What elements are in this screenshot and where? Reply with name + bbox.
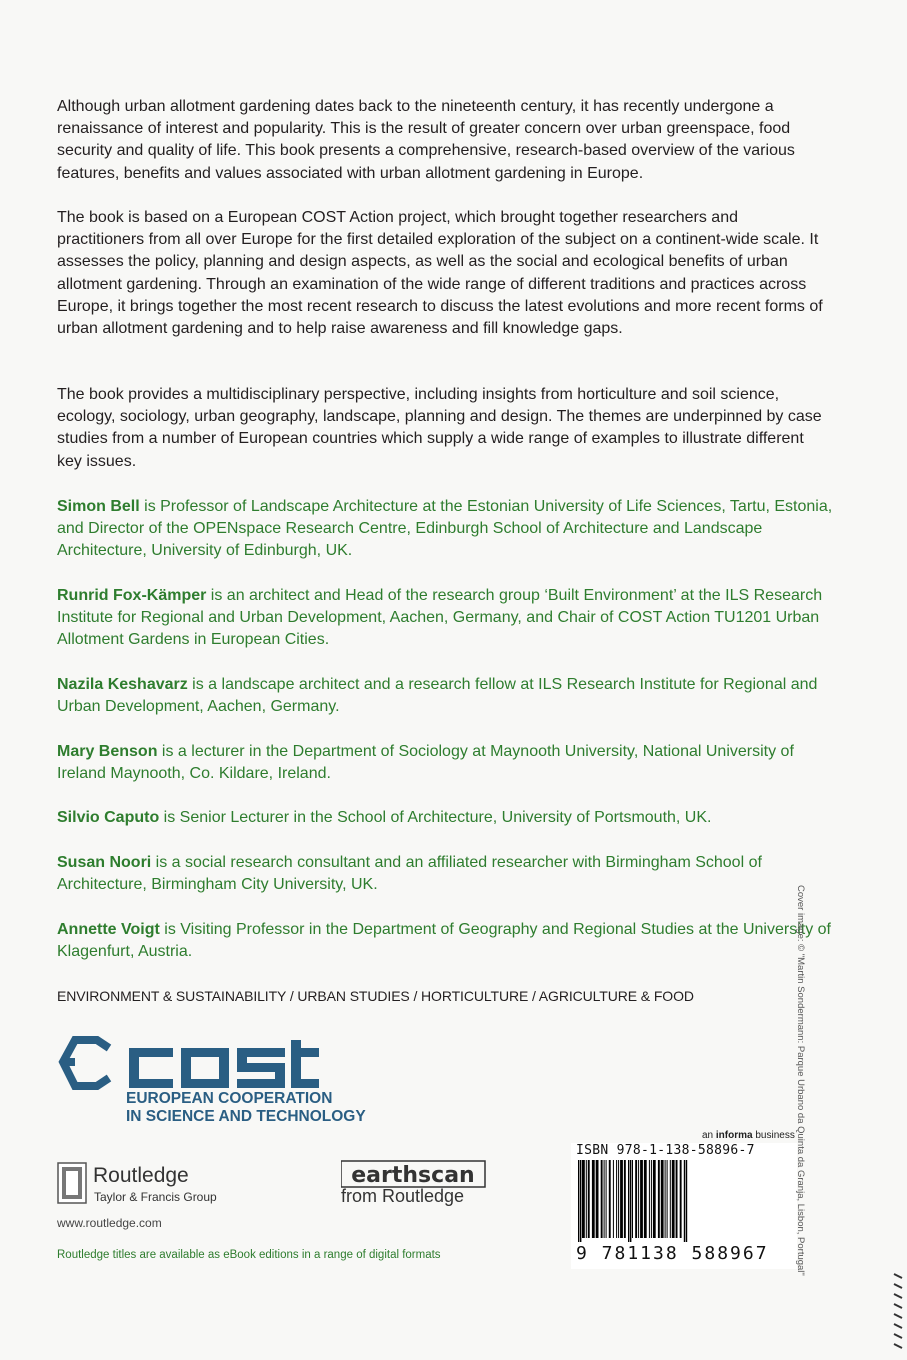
author-bio-3 — [57, 674, 847, 718]
routledge-url[interactable]: www.routledge.com — [57, 1216, 162, 1230]
author-name: Nazila Keshavarz — [57, 676, 188, 693]
author-name: Mary Benson — [57, 743, 158, 760]
author-bio-5 — [57, 807, 847, 829]
author-description: is an architect and Head of the research group ‘Built Environment’ at the ILS Research Institute for Regional and Urban Development, Aachen, Germany, and Chair of COST Action TU1201 Urban Allotment Gardens in European Cities. — [57, 587, 823, 649]
cost-logo — [57, 1034, 327, 1096]
author-bio-4 — [57, 741, 847, 785]
informa-business: an informa business — [702, 1130, 795, 1141]
barcode-digits: 9 781138 588967 — [576, 1243, 769, 1264]
author-description: is Visiting Professor in the Department of Geography and Regional Studies at the University of Klagenfurt, Austria. — [57, 921, 831, 961]
author-description: is Senior Lecturer in the School of Architecture, University of Portsmouth, UK. — [159, 809, 712, 826]
barcode — [576, 1160, 792, 1242]
author-description: is a lecturer in the Department of Sociology at Maynooth University, National University of Ireland Maynooth, Co. Kildare, Ireland. — [57, 743, 794, 783]
earthscan-logo — [341, 1160, 487, 1188]
routledge-name: Routledge — [93, 1164, 189, 1187]
cost-tagline-line-2: IN SCIENCE AND TECHNOLOGY — [126, 1108, 366, 1125]
isbn-label: ISBN 978-1-138-58896-7 — [576, 1143, 755, 1158]
edge-marks — [892, 1270, 904, 1360]
blurb-paragraph-1: Although urban allotment gardening dates back to the nineteenth century, it has recently undergone a renaissance of interest and popularity. This is the result of greater concern over urban greenspace, food security and quality of life. This book presents a comprehensive, research-based overview of the various features, benefits and values associated with urban allotment gardening in Europe. — [57, 98, 795, 182]
author-name: Annette Voigt — [57, 921, 160, 938]
author-name: Runrid Fox-Kämper — [57, 587, 207, 604]
earthscan-from-routledge: from Routledge — [341, 1186, 465, 1206]
author-bio-1 — [57, 496, 847, 563]
author-description: is Professor of Landscape Architecture at the Estonian University of Life Sciences, Tartu, Estonia, and Director of the OPENspace Research Centre, Edinburgh School of Architecture and Landscape Architecture, University of Edinburgh, UK. — [57, 498, 833, 560]
routledge-logo-icon — [57, 1162, 87, 1204]
cover-image-credit: Cover image: © "Martin Sondermann: Parque Urbano da Quinta da Granja, Lisbon, Portugal" — [795, 885, 806, 1276]
author-name: Silvio Caputo — [57, 809, 160, 826]
author-bio-7 — [57, 919, 847, 963]
routledge-group: Taylor & Francis Group — [94, 1190, 217, 1204]
svg-text:earthscan: earthscan — [351, 1163, 475, 1188]
author-name: Susan Noori — [57, 854, 152, 871]
blurb-paragraph-3: The book provides a multidisciplinary perspective, including insights from horticulture and soil science, ecology, sociology, urban geography, landscape, planning and design. The themes are underpinned by case studies from a number of European countries which supply a wide range of examples to illustrate different key issues. — [57, 386, 822, 470]
author-bio-6 — [57, 852, 847, 896]
ebook-note: Routledge titles are available as eBook editions in a range of digital formats — [57, 1249, 441, 1261]
author-name: Simon Bell — [57, 498, 140, 515]
subject-categories: ENVIRONMENT & SUSTAINABILITY / URBAN STUDIES / HORTICULTURE / AGRICULTURE & FOOD — [57, 988, 694, 1004]
author-description: is a landscape architect and a research fellow at ILS Research Institute for Regional and Urban Development, Aachen, Germany. — [57, 676, 818, 716]
author-bio-2 — [57, 585, 847, 652]
cost-tagline-line-1: EUROPEAN COOPERATION — [126, 1090, 333, 1107]
blurb-paragraph-2: The book is based on a European COST Action project, which brought together researchers and practitioners from all over Europe for the first detailed exploration of the subject on a continent-wide scale. It assesses the policy, planning and design aspects, as well as the social and ecological benefits of urban allotment gardening. Through an examination of the wide range of different traditions and practices across Europe, it brings together the most recent research to discuss the latest evolutions and more recent forms of urban allotment gardening and to help raise awareness and fill knowledge gaps. — [57, 209, 823, 338]
author-description: is a social research consultant and an affiliated researcher with Birmingham School of Architecture, Birmingham City University, UK. — [57, 854, 762, 894]
